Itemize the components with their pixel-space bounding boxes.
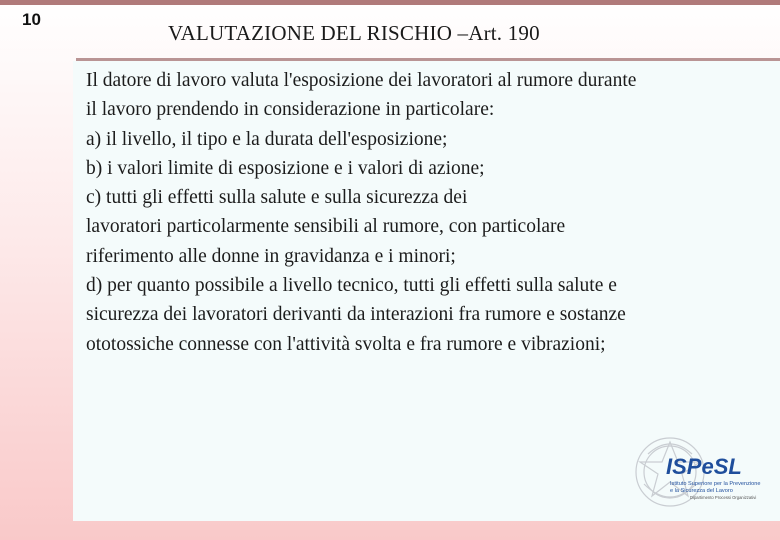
body-line: riferimento alle donne in gravidanza e i minori; [86, 245, 456, 267]
logo-subtitle-line3: Dipartimento Processi Organizzativi [690, 495, 757, 500]
body-line: d) per quanto possibile a livello tecnico, tutti gli effetti sulla salute e [86, 275, 617, 297]
body-line: lavoratori particolarmente sensibili al rumore, con particolare [86, 216, 566, 238]
body-line: Il datore di lavoro valuta l'esposizione dei lavoratori al rumore durante [86, 70, 637, 91]
body-line: il lavoro prendendo in considerazione in particolare: [86, 99, 495, 121]
logo-subtitle-line2: e la Sicurezza del Lavoro [670, 488, 733, 494]
body-line: a) il livello, il tipo e la durata dell'esposizione; [86, 128, 448, 150]
logo-subtitle-line1: Istituto Superiore per la Prevenzione [670, 481, 761, 487]
slide-number: 10 [22, 10, 41, 29]
logo-wordmark: ISPeSL [666, 454, 742, 479]
top-border [0, 0, 780, 5]
slide-title: VALUTAZIONE DEL RISCHIO –Art. 190 [168, 21, 540, 45]
ispesl-logo [630, 432, 778, 512]
body-line: ototossiche connesse con l'attività svolta e fra rumore e vibrazioni; [86, 333, 606, 355]
body-line: c) tutti gli effetti sulla salute e sulla sicurezza dei [86, 187, 468, 209]
body-line: b) i valori limite di esposizione e i valori di azione; [86, 157, 485, 179]
body-text [86, 66, 776, 359]
body-line: sicurezza dei lavoratori derivanti da interazioni fra rumore e sostanze [86, 304, 626, 326]
